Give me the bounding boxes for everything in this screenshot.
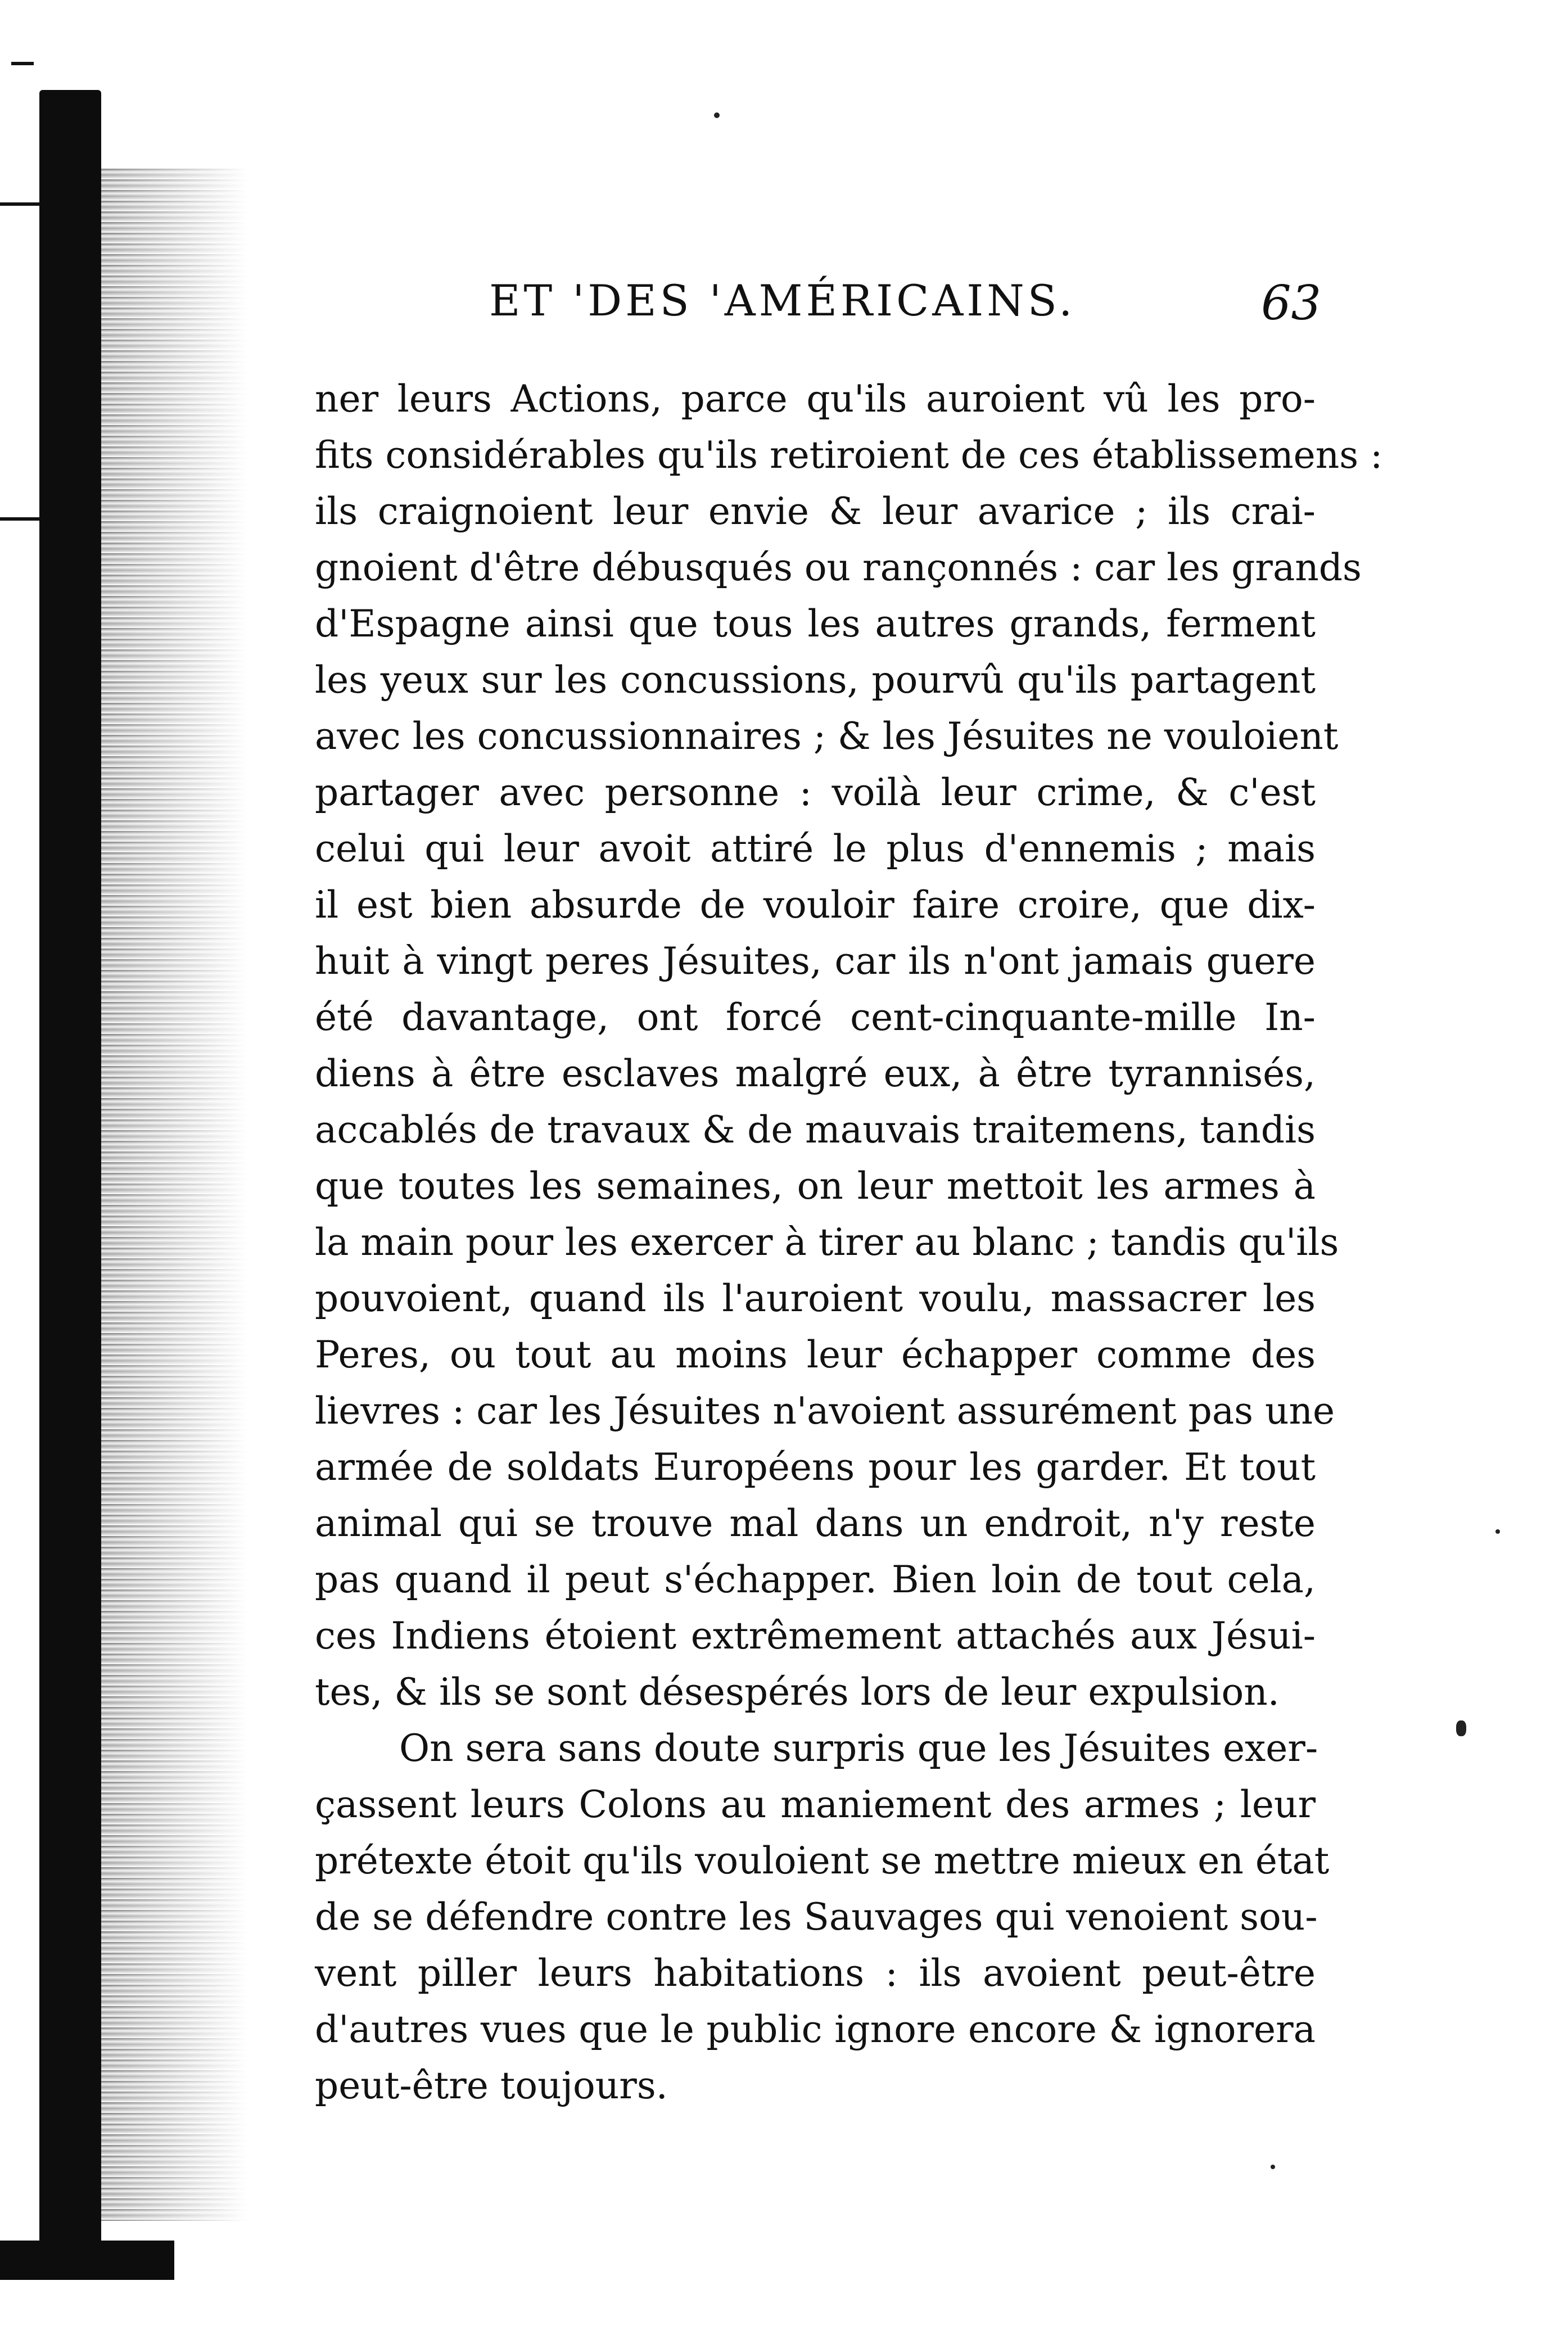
text-line: que toutes les semaines, on leur mettoit les armes à [315,1164,1316,1208]
text-line: gnoient d'être débusqués ou rançonnés : car les grands [315,546,1362,589]
ink-speck [714,112,720,118]
text-line: la main pour les exercer à tirer au blanc ; tandis qu'ils [315,1221,1339,1264]
text-line: animal qui se trouve mal dans un endroit, n'y reste [315,1502,1316,1545]
text-line: armée de soldats Européens pour les garder. Et tout [315,1446,1316,1489]
text-line: d'Espagne ainsi que tous les autres grands, ferment [315,602,1316,645]
text-line: accablés de travaux & de mauvais traitemens, tandis [315,1108,1316,1151]
text-line: pas quand il peut s'échapper. Bien loin de tout cela, [315,1558,1316,1601]
text-line: lievres : car les Jésuites n'avoient assurément pas une [315,1389,1335,1433]
edge-mark [0,517,39,521]
edge-mark [11,62,34,65]
ink-speck [1456,1720,1466,1736]
text-line: prétexte étoit qu'ils vouloient se mettre mieux en état [315,1839,1330,1882]
page-header [489,275,1321,337]
text-line: fits considérables qu'ils retiroient de ces établissemens : [315,433,1383,477]
text-line: Peres, ou tout au moins leur échapper comme des [315,1333,1316,1376]
paragraph-start-line: On sera sans doute surpris que les Jésuites exer- [399,1727,1318,1770]
text-line: ces Indiens étoient extrêmement attachés aux Jésui- [315,1614,1316,1657]
edge-mark [0,202,39,206]
text-line: ils craignoient leur envie & leur avarice ; ils crai- [315,490,1316,533]
paragraph-end-line: peut-être toujours. [315,2064,668,2107]
text-line: d'autres vues que le public ignore encore & ignorera [315,2008,1316,2051]
text-line: vent piller leurs habitations : ils avoient peut-être [315,1952,1316,1995]
text-line: de se défendre contre les Sauvages qui venoient sou- [315,1895,1318,1939]
text-line: partager avec personne : voilà leur crime, & c'est [315,771,1316,814]
binding-fringe [101,169,247,2221]
paragraph-end-line: tes, & ils se sont désespérés lors de leur expulsion. [315,1670,1280,1714]
body-text [315,371,1383,2114]
text-line: pouvoient, quand ils l'auroient voulu, massacrer les [315,1277,1316,1320]
ink-speck [1495,1529,1500,1534]
text-line: ner leurs Actions, parce qu'ils auroient vû les pro- [315,377,1316,421]
page-number: 63 [1261,275,1321,331]
text-line: avec les concussionnaires ; & les Jésuites ne vouloient [315,715,1339,758]
text-line: été davantage, ont forcé cent-cinquante-mille In- [315,996,1316,1039]
text-line: il est bien absurde de vouloir faire croire, que dix- [315,883,1316,927]
text-line: çassent leurs Colons au maniement des armes ; leur [315,1783,1316,1826]
text-line: celui qui leur avoit attiré le plus d'ennemis ; mais [315,827,1316,870]
ink-speck [1271,2165,1275,2169]
text-line: les yeux sur les concussions, pourvû qu'ils partagent [315,658,1316,702]
text-line: huit à vingt peres Jésuites, car ils n'ont jamais guere [315,940,1316,983]
running-head: ET 'DES 'AMÉRICAINS. [489,275,1076,326]
text-line: diens à être esclaves malgré eux, à être tyrannisés, [315,1052,1316,1095]
binding-shadow [39,90,101,2249]
binding-base [0,2241,174,2280]
